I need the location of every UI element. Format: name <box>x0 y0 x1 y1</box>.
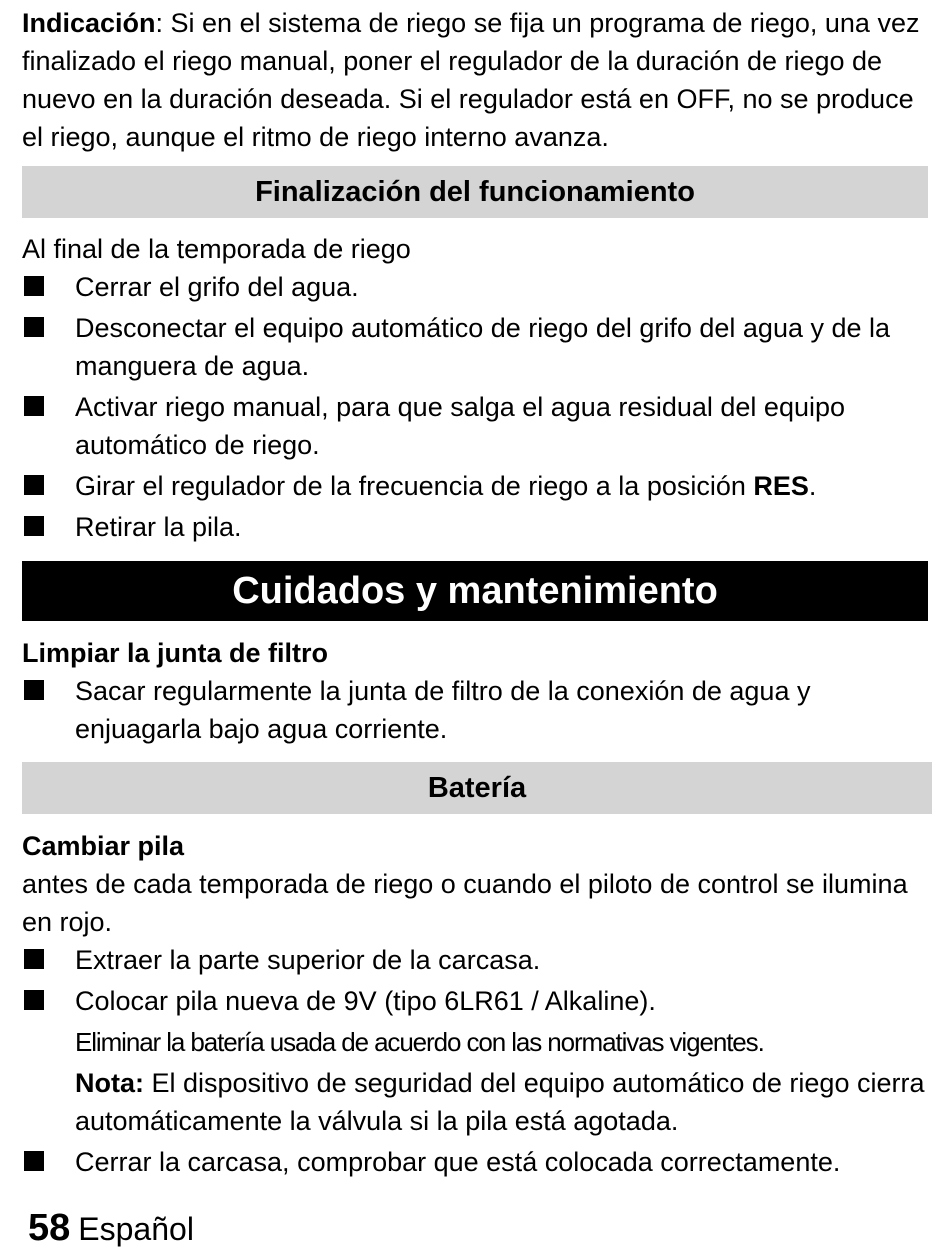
list-item <box>22 467 928 505</box>
safety-note <box>75 1064 928 1140</box>
list-item <box>22 1143 928 1181</box>
section-heading-cuidados: Cuidados y mantenimiento <box>22 561 928 621</box>
section1-lead: Al final de la temporada de riego <box>22 234 411 264</box>
section3-subtitle: Cambiar pila <box>22 831 185 861</box>
disposal-note: Eliminar la batería usada de acuerdo con las normativas vigentes. <box>75 1027 764 1057</box>
square-bullet-icon <box>24 276 44 296</box>
note-text: El dispositivo de seguridad del equipo automático de riego cierra automáticamente la válvula si la pila está agotada. <box>75 1068 925 1136</box>
section1-list <box>22 268 928 546</box>
intro-paragraph <box>22 4 928 156</box>
list-item-text-end: . <box>808 471 817 501</box>
square-bullet-icon <box>24 990 44 1010</box>
page-footer <box>28 1206 194 1251</box>
list-item-text: Cerrar la carcasa, comprobar que está colocada correctamente. <box>75 1147 841 1177</box>
list-item-text: Activar riego manual, para que salga el agua residual del equipo automático de riego. <box>75 392 846 460</box>
list-item <box>22 388 928 464</box>
footer-language: Español <box>78 1211 194 1247</box>
list-item <box>22 941 928 979</box>
square-bullet-icon <box>24 949 44 969</box>
list-item-text: Sacar regularmente la junta de filtro de la conexión de agua y enjuagarla bajo agua corriente. <box>75 676 811 744</box>
list-item <box>22 508 928 546</box>
intro-text: : Si en el sistema de riego se fija un programa de riego, una vez finalizado el riego manual, poner el regulador de la duración de riego de nuevo en la duración deseada. Si el regulador está en OFF, no se produce el riego, aunque el ritmo de riego interno avanza. <box>22 8 920 152</box>
list-item-text: Desconectar el equipo automático de riego del grifo del agua y de la manguera de agua. <box>75 313 891 381</box>
list-item <box>22 268 928 306</box>
section3-list <box>22 941 928 1181</box>
section2-list <box>22 672 928 748</box>
section-heading-bateria: Batería <box>22 762 932 814</box>
list-item-text: Retirar la pila. <box>75 512 242 542</box>
manual-page <box>22 4 928 1181</box>
list-item <box>22 982 928 1140</box>
section2-subtitle: Limpiar la junta de filtro <box>22 638 329 668</box>
intro-label: Indicación <box>22 8 156 38</box>
square-bullet-icon <box>24 680 44 700</box>
square-bullet-icon <box>24 516 44 536</box>
square-bullet-icon <box>24 396 44 416</box>
list-item-text: Girar el regulador de la frecuencia de riego a la posición <box>75 471 754 501</box>
section3-lead: antes de cada temporada de riego o cuando el piloto de control se ilumina en rojo. <box>22 869 908 937</box>
list-item-text: Extraer la parte superior de la carcasa. <box>75 945 541 975</box>
res-position-label: RES <box>753 471 809 501</box>
list-item <box>22 309 928 385</box>
list-item-text: Colocar pila nueva de 9V (tipo 6LR61 / Alkaline). <box>75 986 656 1016</box>
list-item-text: Cerrar el grifo del agua. <box>75 272 359 302</box>
list-item <box>22 672 928 748</box>
square-bullet-icon <box>24 317 44 337</box>
square-bullet-icon <box>24 475 44 495</box>
note-label: Nota: <box>75 1068 144 1098</box>
page-number: 58 <box>28 1207 71 1249</box>
section-heading-finalizacion: Finalización del funcionamiento <box>22 166 928 218</box>
square-bullet-icon <box>24 1151 44 1171</box>
